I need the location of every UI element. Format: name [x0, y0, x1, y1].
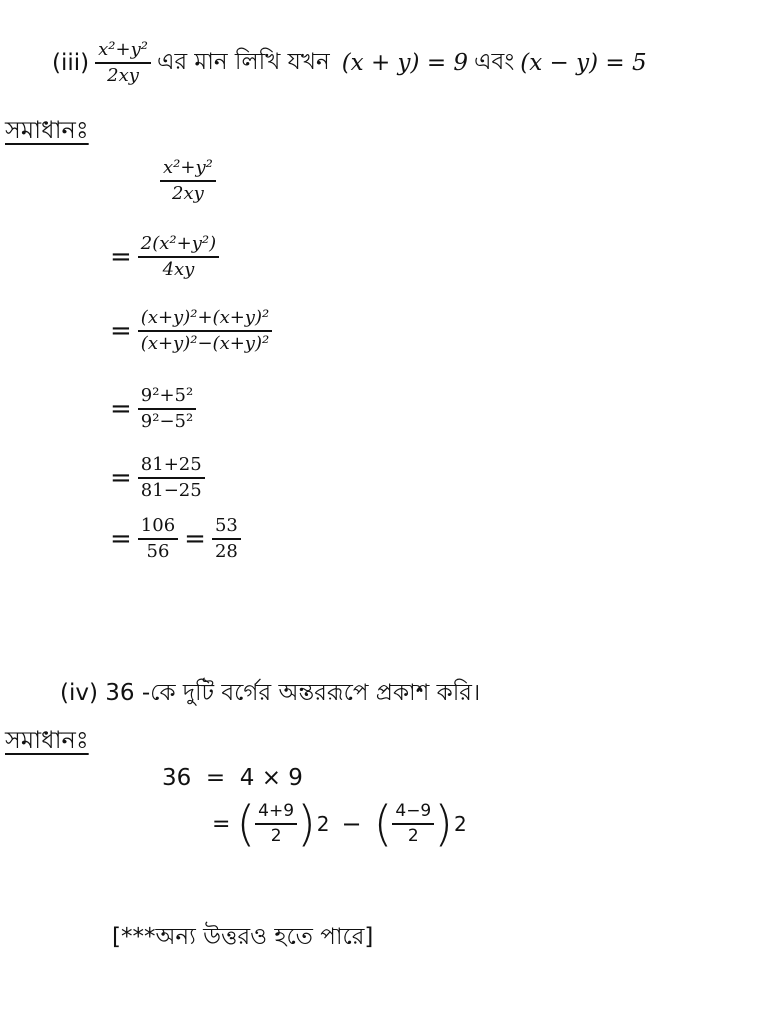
equals-sign: =	[212, 811, 231, 837]
step-3-fraction	[138, 386, 196, 432]
q4-solution-line-2	[212, 796, 467, 852]
step-2	[110, 308, 272, 354]
condition-1: (x + y) = 9	[341, 49, 469, 76]
solution-heading-1: সমাধানঃ	[5, 116, 89, 144]
equals-sign: =	[110, 241, 132, 272]
fraction-b-denominator: 2	[407, 826, 419, 846]
step-1-numerator: 2(x²+y²)	[138, 234, 219, 258]
step-5-numerator: 106	[138, 516, 178, 540]
step-5-denominator: 56	[146, 540, 170, 562]
question-iv: (iv) 36 -কে দুটি বর্গের অন্তররূপে প্রকাশ করি।	[60, 680, 481, 706]
and-word: এবং	[474, 49, 515, 76]
step-6-denominator: 28	[214, 540, 238, 562]
fraction-numerator: x²+y²	[95, 40, 151, 64]
step-3-numerator: 9²+5²	[138, 386, 196, 410]
note-other-answers: [***অন্য উত্তরও হতে পারে]	[112, 924, 374, 950]
question-iii-number: (iii)	[52, 49, 90, 76]
exponent: 2	[316, 812, 330, 836]
step-1-denominator: 4xy	[162, 258, 195, 280]
fraction-b	[392, 802, 434, 845]
equals-sign: =	[184, 523, 206, 554]
step-4-denominator: 81−25	[140, 479, 202, 501]
question-iii	[52, 40, 647, 86]
right-paren: )	[434, 796, 453, 852]
equals-sign: =	[110, 315, 132, 346]
minus-sign: −	[341, 810, 362, 838]
step-0	[160, 158, 216, 204]
equals-sign: =	[110, 393, 132, 424]
left-paren: (	[236, 796, 256, 852]
fraction-b-numerator: 4−9	[392, 802, 434, 825]
step-6-fraction	[212, 516, 241, 562]
step-2-fraction	[138, 308, 272, 354]
step-2-denominator: (x+y)²−(x+y)²	[140, 332, 270, 354]
step-5	[110, 516, 241, 562]
step-0-numerator: x²+y²	[160, 158, 216, 182]
step-4-fraction	[138, 455, 205, 501]
step-4	[110, 455, 205, 501]
exponent: 2	[454, 812, 467, 836]
question-iii-text: এর মান লিখি যখন	[156, 49, 330, 76]
fraction-a	[255, 802, 297, 845]
step-6-numerator: 53	[212, 516, 241, 540]
step-3-denominator: 9²−5²	[140, 410, 194, 432]
step-0-denominator: 2xy	[172, 182, 204, 204]
left-paren: (	[373, 796, 393, 852]
step-1-fraction	[138, 234, 219, 280]
equals-sign: =	[110, 462, 132, 493]
step-2-numerator: (x+y)²+(x+y)²	[138, 308, 272, 332]
step-5-fraction	[138, 516, 178, 562]
step-4-numerator: 81+25	[138, 455, 205, 479]
step-1	[110, 234, 219, 280]
solution-heading-2: সমাধানঃ	[5, 726, 89, 754]
equals-sign: =	[110, 523, 132, 554]
condition-2: (x − y) = 5	[520, 49, 647, 76]
step-3	[110, 386, 196, 432]
right-paren: )	[297, 796, 316, 852]
fraction-denominator: 2xy	[107, 64, 139, 86]
fraction-a-numerator: 4+9	[255, 802, 297, 825]
step-0-fraction	[160, 158, 216, 204]
fraction-a-denominator: 2	[270, 826, 282, 846]
question-iii-fraction	[95, 40, 151, 86]
q4-solution-line-1: 36 = 4 × 9	[162, 765, 303, 791]
